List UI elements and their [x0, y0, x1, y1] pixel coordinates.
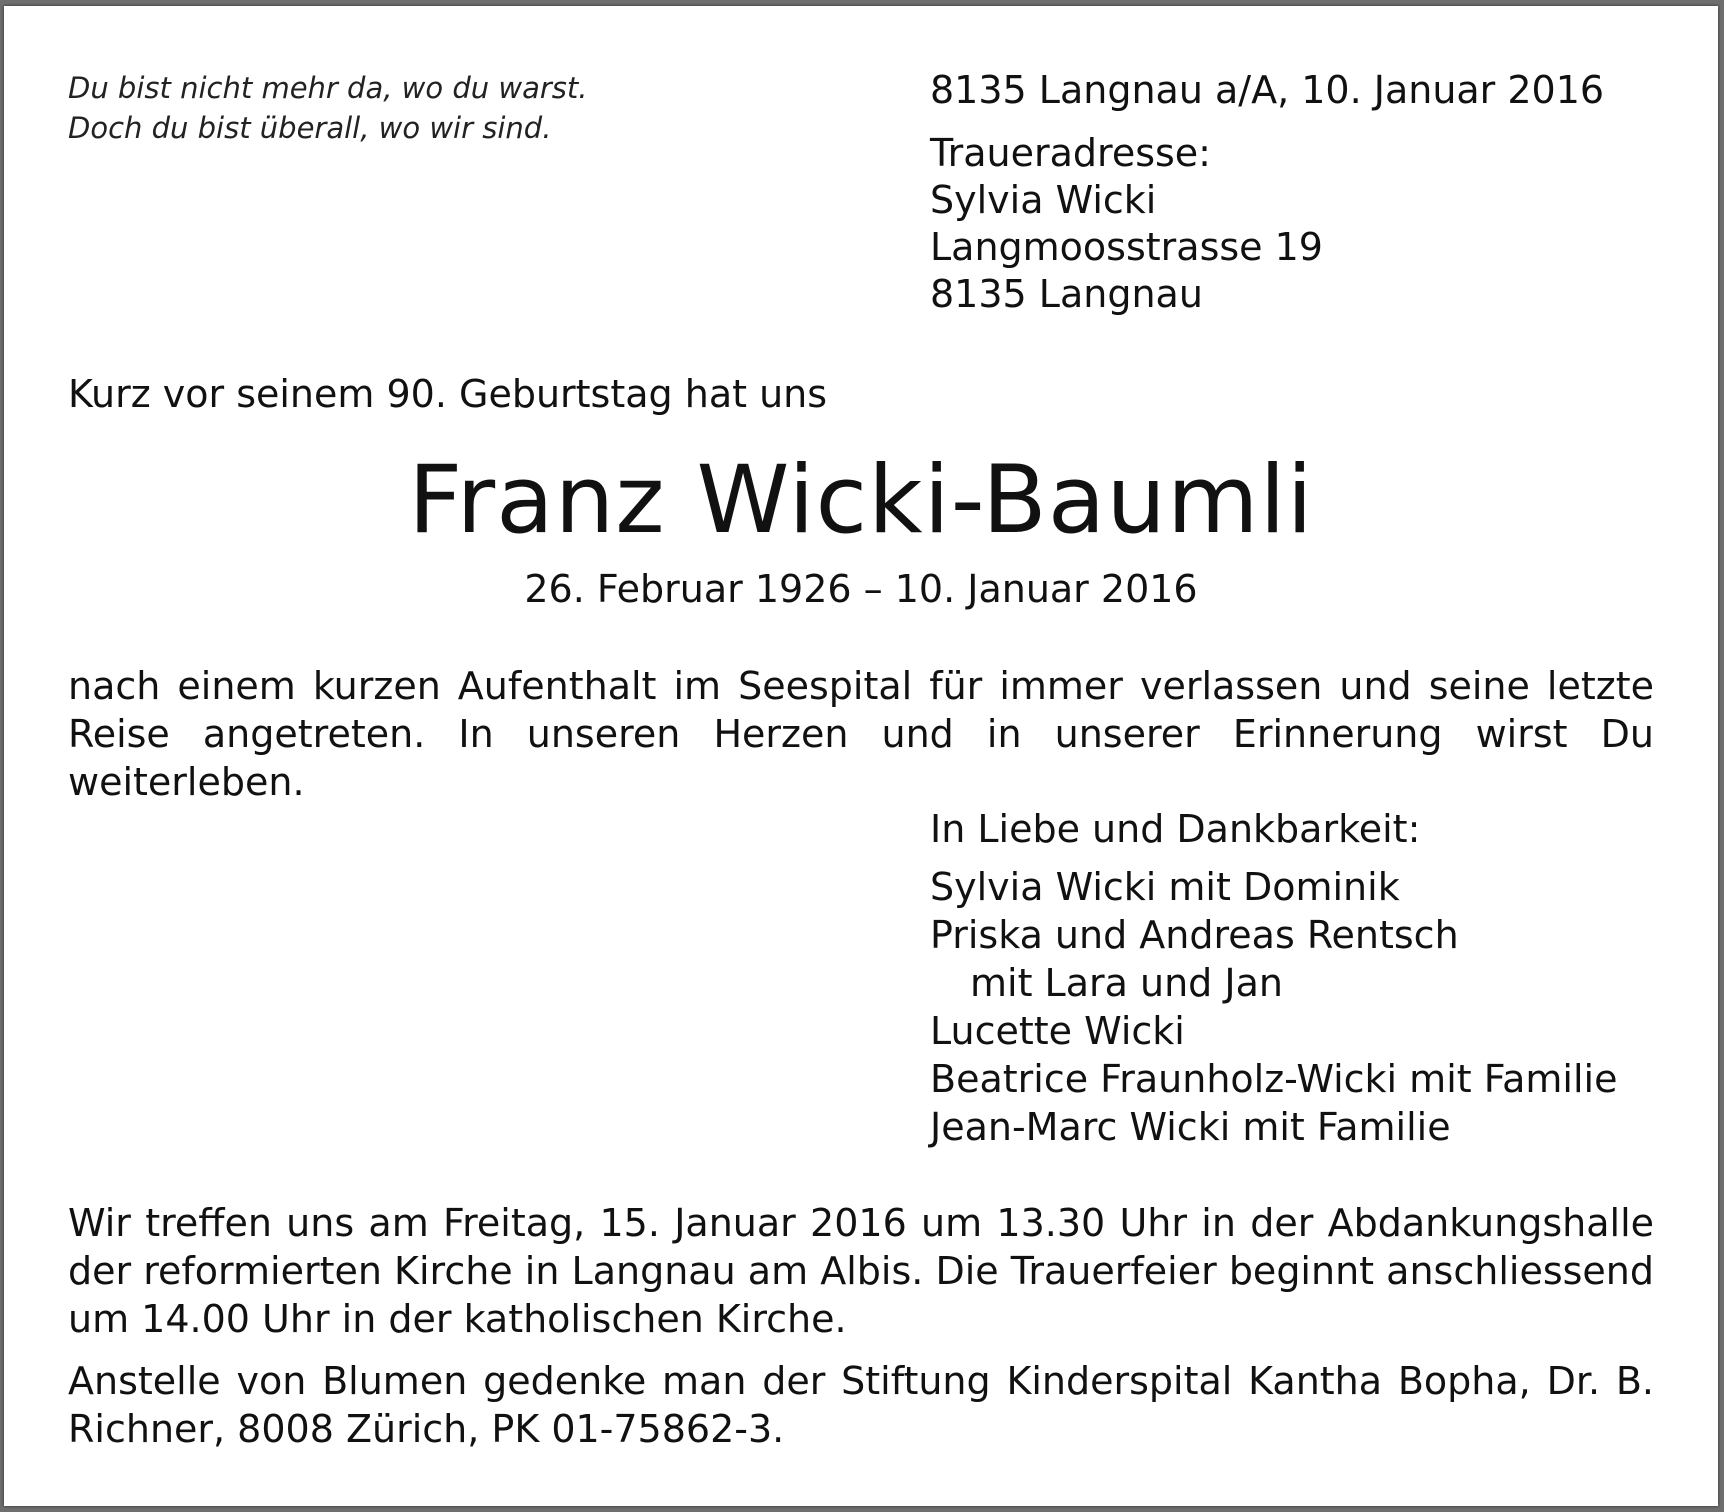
place-and-date: 8135 Langnau a/A, 10. Januar 2016 — [930, 68, 1605, 112]
family-member: mit Lara und Jan — [970, 961, 1283, 1005]
address-label: Traueradresse: — [930, 131, 1211, 175]
address-city: 8135 Langnau — [930, 272, 1203, 316]
obituary-notice — [4, 6, 1718, 1506]
family-list — [930, 863, 1617, 1151]
life-dates: 26. Februar 1926 – 10. Januar 2016 — [524, 567, 1198, 611]
address-name: Sylvia Wicki — [930, 178, 1157, 222]
family-member: Jean-Marc Wicki mit Familie — [930, 1105, 1451, 1149]
family-member: Priska und Andreas Rentsch — [930, 913, 1459, 957]
family-member: Sylvia Wicki mit Dominik — [930, 865, 1400, 909]
family-member: Lucette Wicki — [930, 1009, 1185, 1053]
deceased-name: Franz Wicki-Baumli — [408, 446, 1314, 555]
intro-line: Kurz vor seinem 90. Geburtstag hat uns — [68, 372, 828, 416]
family-member: Beatrice Fraunholz-Wicki mit Familie — [930, 1057, 1618, 1101]
paragraph-donation: Anstelle von Blumen gedenke man der Stiftung Kinderspital Kantha Bopha, Dr. B. Richner, 8008 Zürich, PK 01-75862-3. — [68, 1359, 1654, 1451]
motto-quote — [68, 68, 587, 148]
motto-line-1: Du bist nicht mehr da, wo du warst. — [68, 71, 588, 105]
mourning-address — [930, 130, 1323, 318]
motto-line-2: Doch du bist überall, wo wir sind. — [68, 111, 552, 145]
paragraph-farewell: nach einem kurzen Aufenthalt im Seespital für immer verlassen und seine letzte Reise angetreten. In unseren Herzen und in unserer Erinnerung wirst Du weiterleben. — [68, 664, 1654, 804]
address-street: Langmoosstrasse 19 — [930, 225, 1323, 269]
thanks-label: In Liebe und Dankbarkeit: — [930, 807, 1421, 851]
paragraph-ceremony: Wir treffen uns am Freitag, 15. Januar 2016 um 13.30 Uhr in der Abdankungshalle der reformierten Kirche in Langnau am Albis. Die Trauerfeier beginnt anschliessend um 14.00 Uhr in der katholischen Kirche. — [68, 1201, 1654, 1341]
